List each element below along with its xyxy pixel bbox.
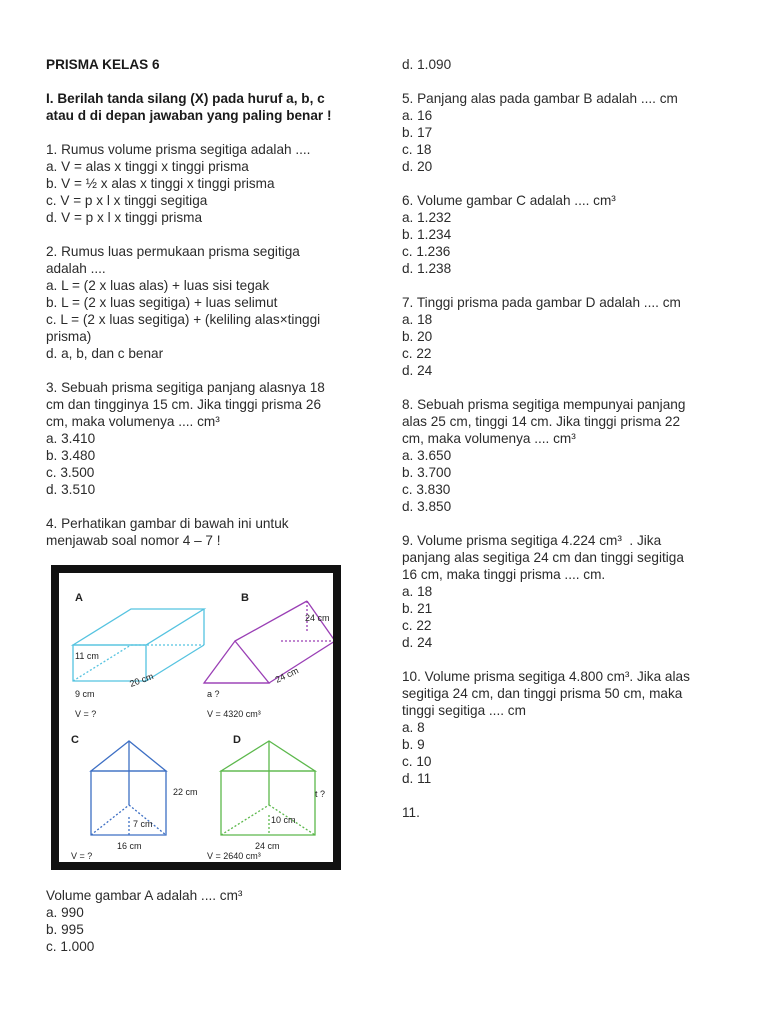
answer-option: d. 3.850: [402, 499, 452, 514]
question-text: cm, maka volumenya .... cm³: [46, 414, 220, 429]
answer-option: c. 1.236: [402, 244, 451, 259]
answer-option: c. 22: [402, 346, 432, 361]
question-11-number: 11.: [402, 805, 420, 820]
label-c: C: [71, 734, 79, 746]
answer-option: a. L = (2 x luas alas) + luas sisi tegak: [46, 278, 270, 293]
question-9: [402, 532, 722, 651]
question-text: adalah ....: [46, 261, 106, 276]
prism-d-volume-label: V = 2640 cm³: [207, 851, 261, 861]
left-column: [46, 56, 346, 955]
question-text: 5. Panjang alas pada gambar B adalah .... cm: [402, 91, 678, 106]
prism-d-base-label: 24 cm: [255, 841, 280, 851]
question-5: [402, 90, 722, 175]
prism-a: [73, 609, 204, 681]
right-column: [402, 56, 722, 821]
prism-a-length-label: 20 cm: [128, 671, 155, 689]
instruction-line: I. Berilah tanda silang (X) pada huruf a, b, c: [46, 91, 325, 106]
question-8: [402, 396, 722, 515]
question-4-answers: [46, 887, 346, 955]
answer-option: b. V = ½ x alas x tinggi x tinggi prisma: [46, 176, 275, 191]
answer-option: b. 20: [402, 329, 433, 344]
answer-option: d. 3.510: [46, 482, 96, 497]
question-2: [46, 243, 346, 362]
answer-option: a. 990: [46, 905, 84, 920]
question-text: menjawab soal nomor 4 – 7 !: [46, 533, 221, 548]
answer-option: a. 16: [402, 108, 433, 123]
prism-diagrams: [59, 573, 333, 862]
answer-option: prisma): [46, 329, 92, 344]
answer-option: d. 1.238: [402, 261, 452, 276]
prism-c: [91, 741, 166, 835]
question-text: 8. Sebuah prisma segitiga mempunyai panjang: [402, 397, 686, 412]
prism-c-height-label: 22 cm: [173, 787, 198, 797]
question-text: 6. Volume gambar C adalah .... cm³: [402, 193, 616, 208]
prism-a-height-label: 11 cm: [75, 651, 99, 661]
question-1: [46, 141, 346, 226]
question-6: [402, 192, 722, 277]
answer-option: a. 3.410: [46, 431, 96, 446]
answer-option: d. V = p x l x tinggi prisma: [46, 210, 203, 225]
answer-option: d. 11: [402, 771, 432, 786]
answer-option: a. 8: [402, 720, 425, 735]
answer-option: a. 1.232: [402, 210, 452, 225]
answer-option: a. V = alas x tinggi x tinggi prisma: [46, 159, 249, 174]
answer-option: b. 17: [402, 125, 433, 140]
prism-b-length-label: 24 cm: [273, 665, 301, 685]
question-7: [402, 294, 722, 379]
prism-c-volume-label: V = ?: [71, 851, 93, 861]
answer-option: c. V = p x l x tinggi segitiga: [46, 193, 208, 208]
answer-option: d. 24: [402, 363, 433, 378]
answer-option: b. 995: [46, 922, 84, 937]
question-text: 10. Volume prisma segitiga 4.800 cm³. Jika alas: [402, 669, 690, 684]
question-10: [402, 668, 722, 787]
prism-figure: [51, 565, 341, 870]
question-text: 2. Rumus luas permukaan prisma segitiga: [46, 244, 300, 259]
prism-a-width-label: 9 cm: [75, 689, 95, 699]
question-text: cm dan tingginya 15 cm. Jika tinggi prisma 26: [46, 397, 322, 412]
answer-option: d. 20: [402, 159, 433, 174]
label-b: B: [241, 592, 249, 604]
answer-option: c. L = (2 x luas segitiga) + (keliling alas×tinggi: [46, 312, 321, 327]
label-d: D: [233, 734, 241, 746]
prism-b-base-label: a ?: [207, 689, 220, 699]
answer-option: c. 1.000: [46, 939, 95, 954]
question-3: [46, 379, 346, 498]
prism-d: [221, 741, 315, 835]
answer-option: d. a, b, dan c benar: [46, 346, 164, 361]
answer-option: c. 18: [402, 142, 432, 157]
prism-c-triangle-height-label: 7 cm: [133, 819, 153, 829]
worksheet-title: PRISMA KELAS 6: [46, 57, 160, 72]
prism-c-base-label: 16 cm: [117, 841, 142, 851]
instruction-line: atau d di depan jawaban yang paling benar !: [46, 108, 332, 123]
question-text: alas 25 cm, tinggi 14 cm. Jika tinggi prisma 22: [402, 414, 681, 429]
answer-option: b. 3.480: [46, 448, 96, 463]
answer-option: a. 18: [402, 312, 433, 327]
answer-option: c. 3.500: [46, 465, 95, 480]
label-a: A: [75, 592, 83, 604]
answer-option: b. 1.234: [402, 227, 452, 242]
question-text: 1. Rumus volume prisma segitiga adalah ....: [46, 142, 311, 157]
question-text: Volume gambar A adalah .... cm³: [46, 888, 243, 903]
answer-option: c. 10: [402, 754, 432, 769]
question-text: 9. Volume prisma segitiga 4.224 cm³ . Jika: [402, 533, 662, 548]
answer-option: b. L = (2 x luas segitiga) + luas selimut: [46, 295, 278, 310]
question-text: 7. Tinggi prisma pada gambar D adalah .... cm: [402, 295, 681, 310]
answer-option: a. 18: [402, 584, 433, 599]
question-text: 16 cm, maka tinggi prisma .... cm.: [402, 567, 606, 582]
answer-option: b. 9: [402, 737, 425, 752]
answer-option: d. 24: [402, 635, 433, 650]
prism-b-volume-label: V = 4320 cm³: [207, 709, 261, 719]
answer-option: c. 22: [402, 618, 432, 633]
question-text: panjang alas segitiga 24 cm dan tinggi segitiga: [402, 550, 684, 565]
question-text: cm, maka volumenya .... cm³: [402, 431, 576, 446]
prism-a-volume-label: V = ?: [75, 709, 97, 719]
question-4: [46, 515, 346, 549]
question-text: segitiga 24 cm, dan tinggi prisma 50 cm, maka: [402, 686, 683, 701]
answer-option: a. 3.650: [402, 448, 452, 463]
answer-option: c. 3.830: [402, 482, 451, 497]
prism-d-height-label: t ?: [315, 789, 326, 799]
question-text: 3. Sebuah prisma segitiga panjang alasnya 18: [46, 380, 325, 395]
question-text: 4. Perhatikan gambar di bawah ini untuk: [46, 516, 289, 531]
question-text: tinggi segitiga .... cm: [402, 703, 526, 718]
answer-option: d. 1.090: [402, 57, 452, 72]
answer-option: b. 3.700: [402, 465, 452, 480]
prism-b-height-label: 24 cm: [305, 613, 330, 623]
answer-option: b. 21: [402, 601, 433, 616]
prism-d-triangle-height-label: 10 cm: [271, 815, 296, 825]
